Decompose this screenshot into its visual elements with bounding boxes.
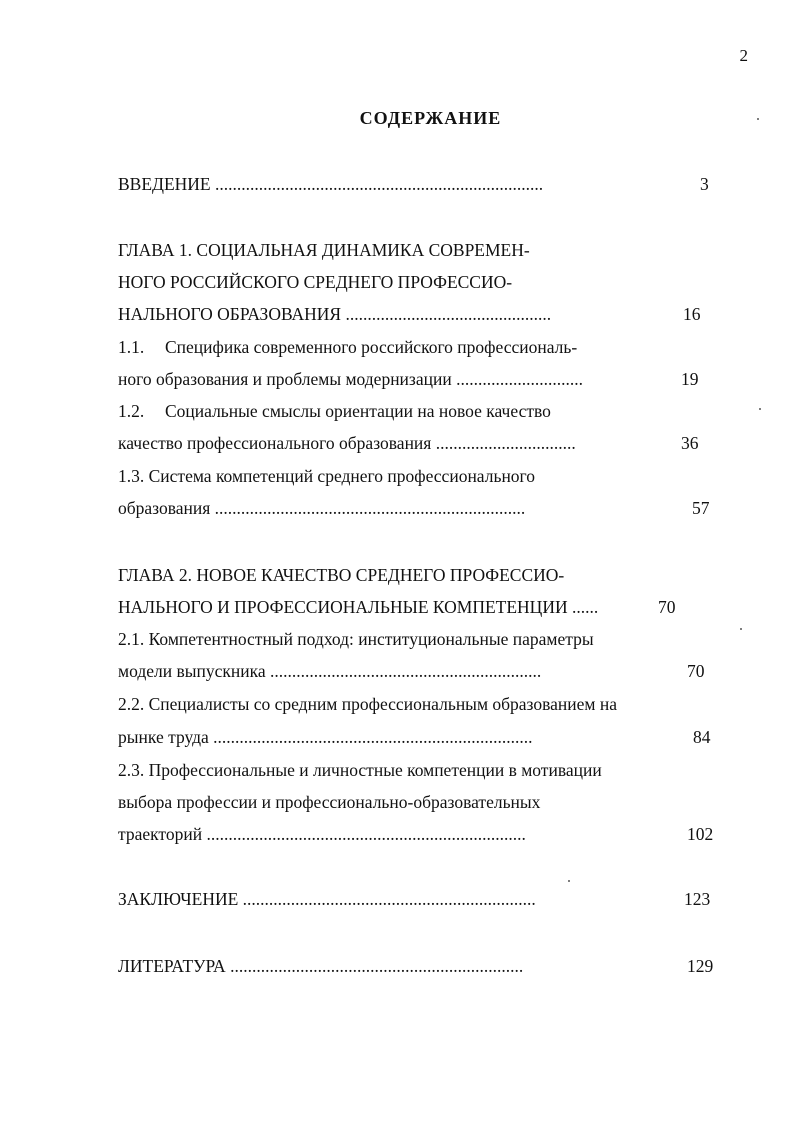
toc-chapter2-line1: ГЛАВА 2. НОВОЕ КАЧЕСТВО СРЕДНЕГО ПРОФЕССИО-	[118, 565, 565, 585]
toc-section-1-2-line1	[118, 400, 551, 422]
page-title: СОДЕРЖАНИЕ	[359, 108, 502, 128]
toc-chapter1-page: 16	[683, 304, 701, 324]
toc-section-2-3-line1: 2.3. Профессиональные и личностные компетенции в мотивации	[118, 760, 602, 780]
toc-intro-page: 3	[700, 174, 709, 194]
toc-section-2-1-line1: 2.1. Компетентностный подход: институциональные параметры	[118, 629, 594, 649]
toc-conclusion-page: 123	[684, 889, 711, 909]
toc-section-2-3-page: 102	[687, 824, 714, 844]
toc-chapter2-line2: НАЛЬНОГО И ПРОФЕССИОНАЛЬНЫЕ КОМПЕТЕНЦИИ ......	[118, 597, 599, 617]
toc-section-1-1-line2: ного образования и проблемы модернизации .............................	[118, 369, 583, 389]
toc-section-2-2-line1: 2.2. Специалисты со средним профессиональным образованием на	[118, 694, 617, 714]
toc-section-2-3-line2: выбора профессии и профессионально-образовательных	[118, 792, 541, 812]
toc-chapter1-line3: НАЛЬНОГО ОБРАЗОВАНИЯ ...............................................	[118, 304, 552, 324]
toc-section-1-1-title: Специфика современного российского профессиональ-	[165, 337, 578, 357]
scan-speck	[757, 118, 759, 120]
toc-intro	[118, 173, 543, 195]
toc-section-1-3-line2: образования .......................................................................	[118, 498, 526, 518]
scan-speck	[568, 880, 570, 882]
toc-section-1-3-page: 57	[692, 498, 710, 518]
toc-section-2-3-line3: траекторий .........................................................................	[118, 824, 526, 844]
toc-section-1-2-title: Социальные смыслы ориентации на новое качество	[165, 401, 551, 421]
page-number: 2	[739, 46, 748, 65]
toc-literature-page: 129	[687, 956, 714, 976]
toc-section-1-1-line1	[118, 336, 577, 358]
toc-section-2-1-page: 70	[687, 661, 705, 681]
toc-section-1-1-page: 19	[681, 369, 699, 389]
toc-section-1-2-page: 36	[681, 433, 699, 453]
toc-section-1-2-line2: качество профессионального образования ................................	[118, 433, 576, 453]
toc-section-2-1-line2: модели выпускника ..............................................................	[118, 661, 542, 681]
scan-speck	[759, 408, 761, 410]
toc-section-1-1-number: 1.1.	[118, 337, 145, 357]
toc-section-2-2-line2: рынке труда .........................................................................	[118, 727, 533, 747]
toc-conclusion: ЗАКЛЮЧЕНИЕ ...................................................................	[118, 889, 536, 909]
toc-literature: ЛИТЕРАТУРА ...................................................................	[118, 956, 524, 976]
scan-speck	[740, 628, 742, 630]
toc-chapter2-page: 70	[658, 597, 676, 617]
toc-chapter1-line1: ГЛАВА 1. СОЦИАЛЬНАЯ ДИНАМИКА СОВРЕМЕН-	[118, 240, 530, 260]
toc-section-1-2-number: 1.2.	[118, 401, 145, 421]
toc-intro-text: ВВЕДЕНИЕ ...........................................................................	[118, 174, 544, 194]
toc-section-2-2-page: 84	[693, 727, 711, 747]
toc-section-1-3-line1: 1.3. Система компетенций среднего профессионального	[118, 466, 536, 486]
toc-chapter1-line2: НОГО РОССИЙСКОГО СРЕДНЕГО ПРОФЕССИО-	[118, 272, 513, 292]
